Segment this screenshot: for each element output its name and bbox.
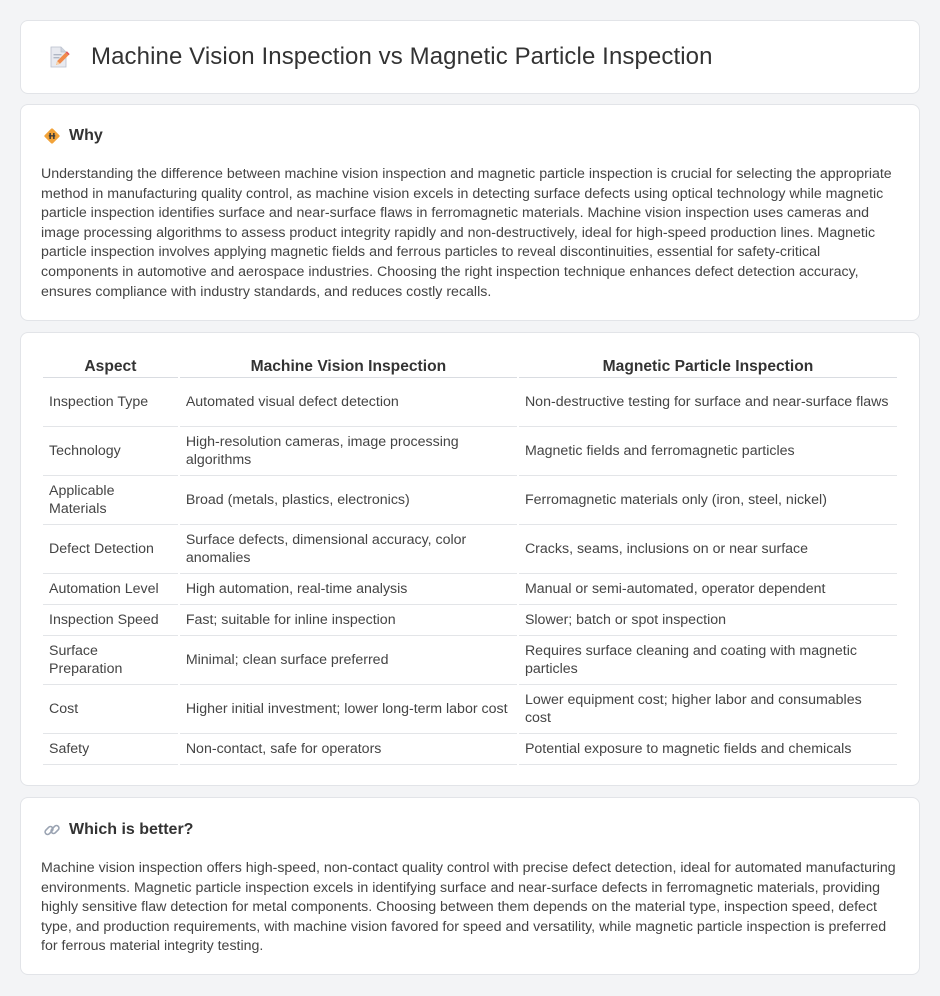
row-machine-vision: Broad (metals, plastics, electronics) <box>180 476 517 525</box>
row-magnetic-particle: Ferromagnetic materials only (iron, steel, nickel) <box>519 476 897 525</box>
row-magnetic-particle: Requires surface cleaning and coating with magnetic particles <box>519 636 897 685</box>
row-aspect: Inspection Type <box>43 378 178 427</box>
page-title: Machine Vision Inspection vs Magnetic Particle Inspection <box>91 43 713 70</box>
table-header-row <box>43 353 897 378</box>
better-text: Machine vision inspection offers high-speed, non-contact quality control with precise defect detection, ideal for automated manufacturing environments. Magnetic particle inspection excels in identifying surface and near-surface defects in ferromagnetic materials, providing highly sensitive flaw detection for metal components. Choosing between them depends on the material type, inspection speed, defect type, and production requirements, with machine vision favored for speed and versatility, while magnetic particle inspection is preferred for ferrous material integrity testing. <box>41 860 896 955</box>
row-machine-vision: Non-contact, safe for operators <box>180 734 517 765</box>
table-row <box>43 734 897 765</box>
row-aspect: Automation Level <box>43 574 178 605</box>
row-magnetic-particle: Manual or semi-automated, operator dependent <box>519 574 897 605</box>
title-card <box>20 20 920 94</box>
which-is-better-section <box>20 797 920 975</box>
row-aspect: Technology <box>43 427 178 476</box>
row-machine-vision: Minimal; clean surface preferred <box>180 636 517 685</box>
comparison-table <box>41 353 899 765</box>
row-machine-vision: Surface defects, dimensional accuracy, color anomalies <box>180 525 517 574</box>
row-magnetic-particle: Slower; batch or spot inspection <box>519 605 897 636</box>
header-aspect: Aspect <box>43 353 178 378</box>
table-row <box>43 605 897 636</box>
row-machine-vision: High automation, real-time analysis <box>180 574 517 605</box>
row-magnetic-particle: Cracks, seams, inclusions on or near surface <box>519 525 897 574</box>
table-row <box>43 636 897 685</box>
comparison-section <box>20 332 920 786</box>
row-magnetic-particle: Non-destructive testing for surface and near-surface flaws <box>519 378 897 427</box>
table-row <box>43 427 897 476</box>
document-pencil-icon <box>47 45 71 69</box>
table-row <box>43 476 897 525</box>
why-header <box>43 127 103 145</box>
why-section <box>20 104 920 321</box>
link-icon <box>43 821 61 839</box>
row-machine-vision: High-resolution cameras, image processing algorithms <box>180 427 517 476</box>
row-magnetic-particle: Potential exposure to magnetic fields and chemicals <box>519 734 897 765</box>
table-row <box>43 685 897 734</box>
row-machine-vision: Automated visual defect detection <box>180 378 517 427</box>
table-row <box>43 378 897 427</box>
better-header <box>43 821 193 839</box>
row-aspect: Safety <box>43 734 178 765</box>
row-aspect: Cost <box>43 685 178 734</box>
row-aspect: Applicable Materials <box>43 476 178 525</box>
table-row <box>43 525 897 574</box>
row-aspect: Surface Preparation <box>43 636 178 685</box>
why-text: Understanding the difference between machine vision inspection and magnetic particle inspection is crucial for selecting the appropriate method in manufacturing quality control, as machine vision excels in detecting surface defects using optical technology while magnetic particle inspection identifies surface and near-surface flaws in ferromagnetic materials. Machine vision inspection uses cameras and image processing algorithms to assess product integrity rapidly and non-destructively, ideal for high-speed production lines. Magnetic particle inspection involves applying magnetic fields and ferrous particles to reveal discontinuities, essential for safety-critical components in automotive and aerospace industries. Choosing the right inspection technique enhances defect detection accuracy, ensures compliance with industry standards, and reduces costly recalls. <box>41 166 892 300</box>
diamond-warning-icon <box>43 127 61 145</box>
why-heading: Why <box>69 127 103 144</box>
row-aspect: Inspection Speed <box>43 605 178 636</box>
row-aspect: Defect Detection <box>43 525 178 574</box>
better-heading: Which is better? <box>69 821 194 838</box>
header-magnetic-particle: Magnetic Particle Inspection <box>519 353 897 378</box>
row-machine-vision: Higher initial investment; lower long-term labor cost <box>180 685 517 734</box>
row-magnetic-particle: Magnetic fields and ferromagnetic particles <box>519 427 897 476</box>
header-machine-vision: Machine Vision Inspection <box>180 353 517 378</box>
table-row <box>43 574 897 605</box>
row-machine-vision: Fast; suitable for inline inspection <box>180 605 517 636</box>
row-magnetic-particle: Lower equipment cost; higher labor and consumables cost <box>519 685 897 734</box>
